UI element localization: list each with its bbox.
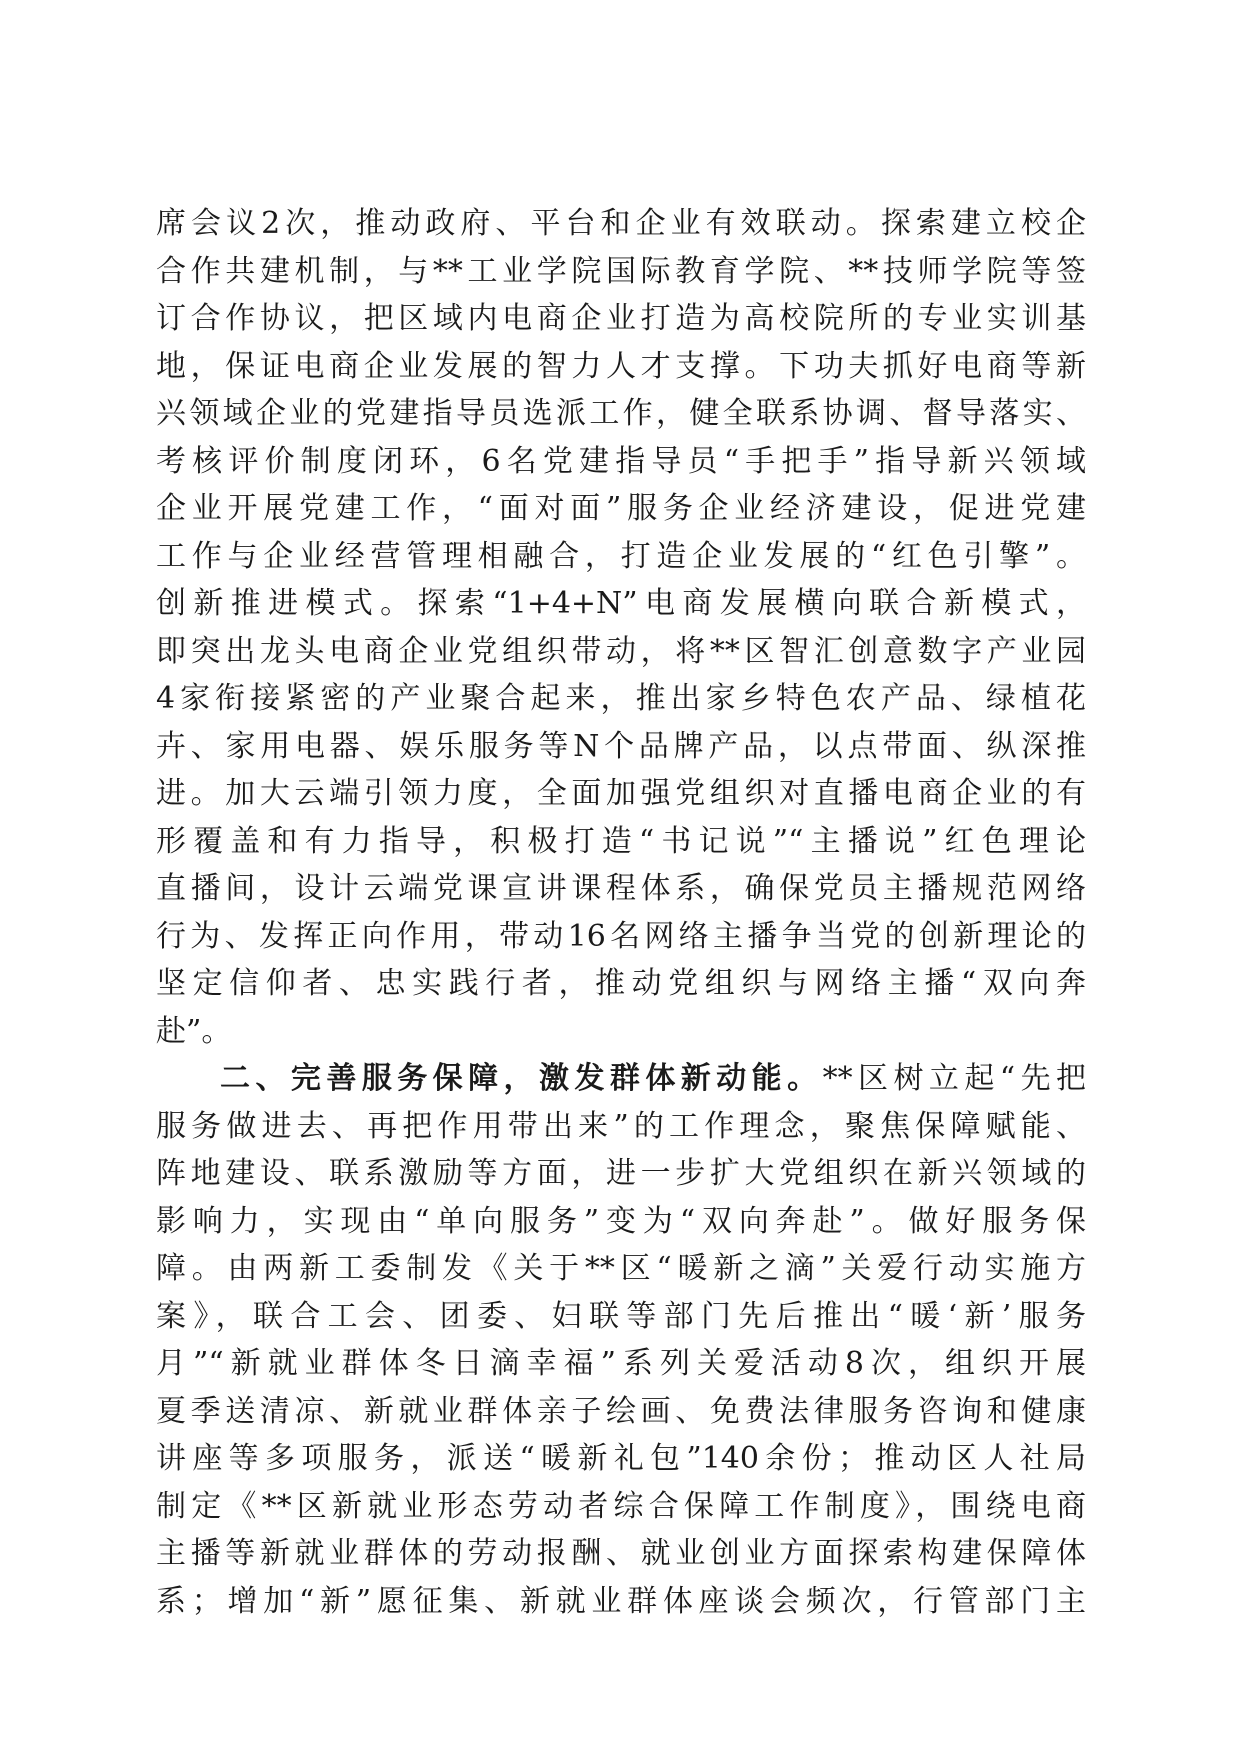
text-line: 坚定信仰者、忠实践行者，推动党组织与网络主播“双向奔 [156, 966, 1086, 1001]
text-line: 企业开展党建工作，“面对面”服务企业经济建设，促进党建 [156, 491, 1086, 526]
text-line: 4家衔接紧密的产业聚合起来，推出家乡特色农产品、绿植花 [156, 681, 1086, 716]
text-line: 即突出龙头电商企业党组织带动，将**区智汇创意数字产业园 [156, 633, 1086, 669]
text-line: 创新推进模式。探索“1+4+N”电商发展横向联合新模式， [156, 586, 1086, 621]
section-2-first-line [156, 1055, 1086, 1103]
text-line: 案》，联合工会、团委、妇联等部门先后推出“暖‘新’服务 [156, 1298, 1086, 1334]
text-line: 工作与企业经营管理相融合，打造企业发展的“红色引擎”。 [156, 538, 1086, 574]
section-2-first-line-text: **区树立起“先把 [822, 1061, 1087, 1096]
text-line: 系；增加“新”愿征集、新就业群体座谈会频次，行管部门主 [156, 1583, 1086, 1619]
text-line: 形覆盖和有力指导，积极打造“书记说”“主播说”红色理论 [156, 823, 1086, 859]
text-line: 直播间，设计云端党课宣讲课程体系，确保党员主播规范网络 [156, 871, 1086, 906]
text-line: 进。加大云端引领力度，全面加强党组织对直播电商企业的有 [156, 776, 1086, 811]
text-line: 夏季送清凉、新就业群体亲子绘画、免费法律服务咨询和健康 [156, 1393, 1086, 1429]
text-line: 服务做进去、再把作用带出来”的工作理念，聚焦保障赋能、 [156, 1108, 1086, 1144]
text-line: 赴”。 [156, 1013, 232, 1049]
text-line: 行为、发挥正向作用，带动16名网络主播争当党的创新理论的 [156, 918, 1086, 954]
text-line: 主播等新就业群体的劳动报酬、就业创业方面探索构建保障体 [156, 1536, 1086, 1571]
text-line: 合作共建机制，与**工业学院国际教育学院、**技师学院等签 [156, 253, 1086, 289]
text-line: 地，保证电商企业发展的智力人才支撑。下功夫抓好电商等新 [156, 348, 1086, 384]
text-line: 兴领域企业的党建指导员选派工作，健全联系协调、督导落实、 [156, 396, 1086, 431]
text-line: 考核评价制度闭环，6名党建指导员“手把手”指导新兴领域 [156, 443, 1086, 479]
text-line: 订合作协议，把区域内电商企业打造为高校院所的专业实训基 [156, 301, 1086, 336]
text-line: 障。由两新工委制发《关于**区“暖新之滴”关爱行动实施方 [156, 1251, 1086, 1286]
text-line: 席会议2次，推动政府、平台和企业有效联动。探索建立校企 [156, 206, 1086, 241]
text-line: 影响力，实现由“单向服务”变为“双向奔赴”。做好服务保 [156, 1203, 1086, 1239]
text-line: 月”“新就业群体冬日滴幸福”系列关爱活动8次，组织开展 [156, 1346, 1086, 1381]
section-2-heading: 二、完善服务保障，激发群体新动能。 [220, 1061, 823, 1096]
text-line: 阵地建设、联系激励等方面，进一步扩大党组织在新兴领域的 [156, 1156, 1086, 1191]
body-text [156, 200, 1086, 1625]
text-line: 制定《**区新就业形态劳动者综合保障工作制度》，围绕电商 [156, 1488, 1086, 1524]
text-line: 卉、家用电器、娱乐服务等N个品牌产品，以点带面、纵深推 [156, 728, 1086, 764]
text-line: 讲座等多项服务，派送“暖新礼包”140余份；推动区人社局 [156, 1441, 1086, 1476]
